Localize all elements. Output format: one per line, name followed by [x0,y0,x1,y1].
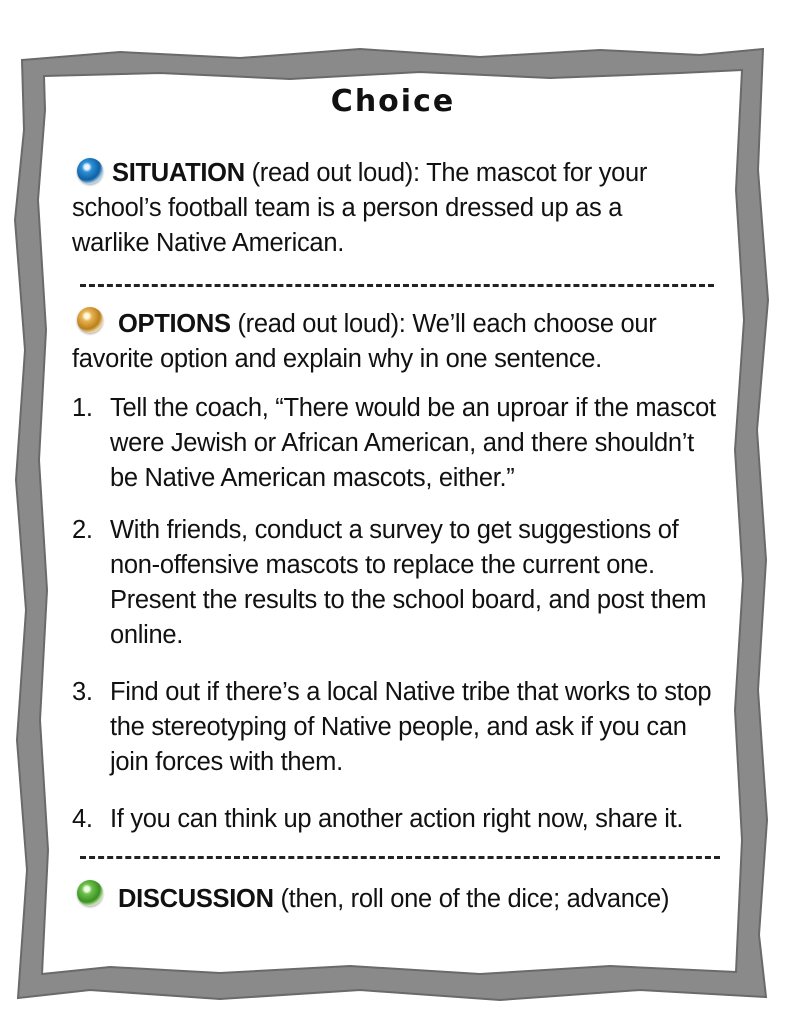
option-text: If you can think up another action right now, share it. [110,805,684,833]
options-heading: OPTIONS [118,310,231,338]
card-title: Choice [330,84,456,119]
option-number: 2. [72,516,93,544]
section-divider-top [80,284,714,287]
options-text: (read out loud): We’ll each choose our favorite option and explain why in one sentence. [72,310,657,373]
option-number: 1. [72,394,93,422]
section-divider-bottom [80,856,720,859]
situation-heading: SITUATION [112,159,245,187]
discussion-heading: DISCUSSION [118,885,274,913]
option-text: With friends, conduct a survey to get suggestions of non-offensive mascots to replace the current one. Present the results to the school board, and post them online. [110,516,707,649]
situation-paragraph [72,156,692,261]
discussion-text: (then, roll one of the dice; advance) [273,885,670,913]
option-number: 3. [72,678,93,706]
option-number: 4. [72,805,93,833]
option-text: Tell the coach, “There would be an uproar if the mascot were Jewish or African American, and there shouldn’t be Native American mascots, either.” [110,394,716,492]
options-paragraph [72,307,712,377]
option-item [72,675,722,780]
discussion-paragraph [72,882,722,917]
option-text: Find out if there’s a local Native tribe that works to stop the stereotyping of Native people, and ask if you can join forces with them. [110,678,712,776]
option-item [72,802,722,837]
situation-text: (read out loud): The mascot for your school’s football team is a person dressed up as a warlike Native American. [72,159,648,257]
option-item [72,391,722,496]
option-item [72,513,722,653]
